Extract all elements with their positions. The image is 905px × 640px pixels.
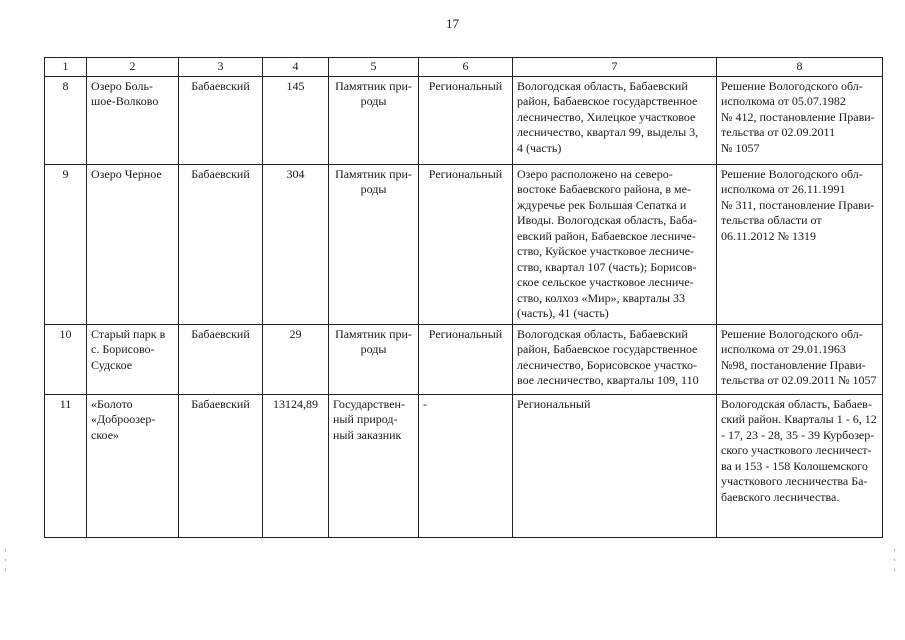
header-col-3: 3 — [179, 58, 263, 77]
table-cell-c7: Региональный — [513, 394, 717, 537]
table-cell-c8: Решение Вологодского обл- исполкома от 29.01.1963 №98, постановление Прави- тельства от 02.09.2011 № 1057 — [717, 324, 883, 394]
table-cell-c4: 29 — [263, 324, 329, 394]
table-cell-c1: 10 — [45, 324, 87, 394]
protected-areas-table — [44, 57, 883, 538]
table-cell-c2: Озеро Боль- шое-Волково — [87, 76, 179, 164]
table-row — [45, 164, 883, 324]
table-cell-c1: 11 — [45, 394, 87, 537]
table-cell-c4: 145 — [263, 76, 329, 164]
table-cell-c5: Государствен- ный природ- ный заказник — [329, 394, 419, 537]
table-cell-c7: Вологодская область, Бабаевский район, Бабаевское государственное лесничество, Хилецкое участковое лесничество, квартал 99, выделы 3, 4 (часть) — [513, 76, 717, 164]
header-col-7: 7 — [513, 58, 717, 77]
table-row — [45, 76, 883, 164]
table-cell-c2: Озеро Черное — [87, 164, 179, 324]
table-cell-c3: Бабаевский — [179, 164, 263, 324]
margin-dots-right: · · · — [893, 546, 896, 576]
table-row — [45, 324, 883, 394]
table-cell-c8: Вологодская область, Бабаев- ский район. Кварталы 1 - 6, 12 - 17, 23 - 28, 35 - 39 Курбозер- ского участкового лесничест- ва и 153 - 158 Колошемского участкового лесничества Ба- баевского лесничества. — [717, 394, 883, 537]
table-cell-c8: Решение Вологодского обл- исполкома от 05.07.1982 № 412, постановление Прави- тельства от 02.09.2011 № 1057 — [717, 76, 883, 164]
table-cell-c8: Решение Вологодского обл- исполкома от 26.11.1991 № 311, постановление Прави- тельства области от 06.11.2012 № 1319 — [717, 164, 883, 324]
header-col-6: 6 — [419, 58, 513, 77]
table-cell-c6: Региональный — [419, 324, 513, 394]
table-cell-c7: Вологодская область, Бабаевский район, Бабаевское государственное лесничество, Борисовское участко- вое лесничество, кварталы 109, 110 — [513, 324, 717, 394]
table-cell-c5: Памятник при- роды — [329, 324, 419, 394]
table-cell-c7: Озеро расположено на северо- востоке Бабаевского района, в ме- ждуречье рек Большая Сепатка и Иводы. Вологодская область, Баба- евский район, Бабаевское лесниче- ство, Куйское участковое лесниче- ство, квартал 107 (часть); Борисов- ское сельское участковое лесниче- ство, колхоз «Мир», кварталы 33 (часть), 41 (часть) — [513, 164, 717, 324]
header-col-2: 2 — [87, 58, 179, 77]
table-cell-c3: Бабаевский — [179, 324, 263, 394]
table-cell-c5: Памятник при- роды — [329, 76, 419, 164]
margin-dots-left: · · · — [4, 546, 7, 576]
header-col-1: 1 — [45, 58, 87, 77]
table-cell-c4: 304 — [263, 164, 329, 324]
table-cell-c2: Старый парк в с. Борисово- Судское — [87, 324, 179, 394]
table-cell-c5: Памятник при- роды — [329, 164, 419, 324]
table-cell-c4: 13124,89 — [263, 394, 329, 537]
header-col-4: 4 — [263, 58, 329, 77]
page-number: 17 — [446, 16, 459, 31]
table-cell-c2: «Болото «Доброозер- ское» — [87, 394, 179, 537]
table-cell-c3: Бабаевский — [179, 76, 263, 164]
table-cell-c1: 8 — [45, 76, 87, 164]
header-col-8: 8 — [717, 58, 883, 77]
table-cell-c3: Бабаевский — [179, 394, 263, 537]
header-row — [45, 58, 883, 77]
table-row — [45, 394, 883, 537]
table-cell-c6: Региональный — [419, 164, 513, 324]
table-cell-c1: 9 — [45, 164, 87, 324]
table-cell-c6: - — [419, 394, 513, 537]
table-cell-c6: Региональный — [419, 76, 513, 164]
header-col-5: 5 — [329, 58, 419, 77]
